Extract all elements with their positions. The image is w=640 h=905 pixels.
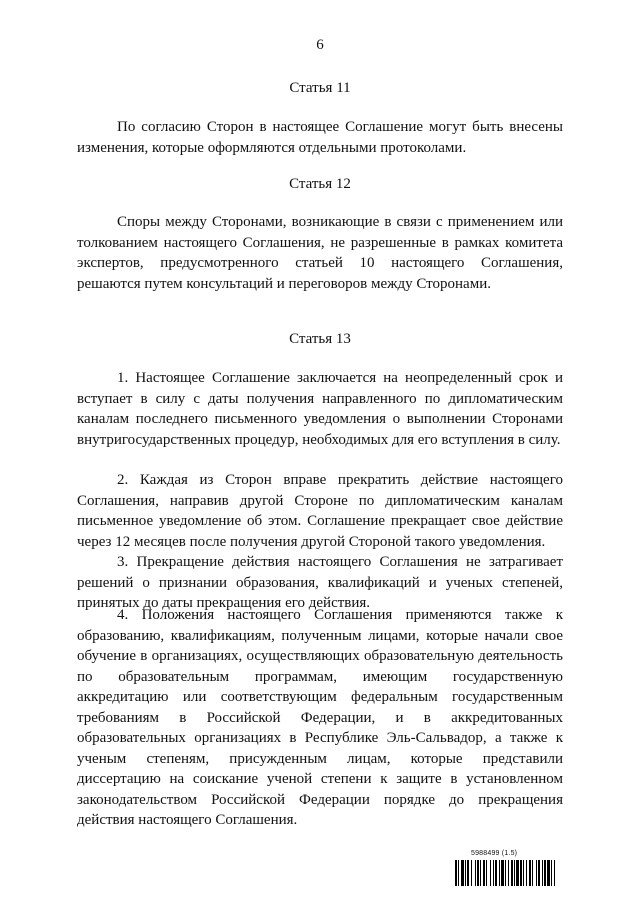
article-13-paragraph-3: 3. Прекращение действия настоящего Соглашения не затрагивает решений о признании образования, квалификаций и ученых степеней, принятых до даты прекращения его действия. [77,554,563,611]
barcode-bar [493,860,494,886]
barcode-bar [483,860,485,886]
barcode-bar [536,860,537,886]
page-number: 6 [316,37,324,53]
barcode-bar [505,860,506,886]
article-13-paragraph-2: 2. Каждая из Сторон вправе прекратить действие настоящего Соглашения, направив другой Стороне по дипломатическим каналам письменное уведомление об этом. Соглашение прекращает свое действие через 12 месяцев после получения другой Стороной такого уведомления. [77,472,563,550]
article-13-heading: Статья 13 [289,331,351,347]
barcode-bar [471,860,472,886]
article-12-paragraph-1: Споры между Сторонами, возникающие в связи с применением или толкованием настоящего Соглашения, не разрешенные в рамках комитета экспертов, предусмотренного статьей 10 настоящего Соглашения, решаются путем консультаций и переговоров между Сторонами. [77,214,563,292]
barcode-bar [480,860,481,886]
barcode-icon [455,860,605,886]
barcode-bar [551,860,552,886]
barcode-block [455,850,605,886]
barcode-bar [495,860,497,886]
article-13-paragraph-4: 4. Положения настоящего Соглашения применяются также к образованию, квалификациям, полученным лицами, которые начали свое обучение в организациях, осуществляющих образовательную деятельность по образовательным программам, имеющим государственную аккредитацию или соответствующим федеральным государственным требованиям в Российской Федерации, и в аккредитованных образовательных организациях в Республике Эль-Сальвадор, а также к ученым степеням, присужденным лицам, которые представили диссертацию на соискание ученой степени к защите в установленном законодательством Российской Федерации порядке до прекращения действия настоящего Соглашения. [77,607,563,828]
barcode-bar [529,860,531,886]
article-11-paragraph-1: По согласию Сторон в настоящее Соглашение могут быть внесены изменения, которые оформляются отдельными протоколами. [77,119,563,156]
barcode-bar [516,860,519,886]
barcode-id: 5988499 (1.5) [471,850,518,857]
barcode-bar [511,860,513,886]
barcode-bar [520,860,522,886]
barcode-bar [455,860,457,886]
barcode-bar [523,860,524,886]
barcode-bar [526,860,527,886]
barcode-bar [490,860,491,886]
barcode-bar [538,860,540,886]
barcode-bar [465,860,466,886]
barcode-bar [514,860,515,886]
barcode-bar [486,860,487,886]
barcode-bar [547,860,550,886]
barcode-bar [501,860,504,886]
barcode-bar [477,860,479,886]
barcode-bar [554,860,555,886]
article-11-heading: Статья 11 [289,80,351,96]
barcode-bar [458,860,459,886]
barcode-bar [461,860,464,886]
barcode-bar [542,860,543,886]
barcode-bar [544,860,546,886]
article-12-heading: Статья 12 [289,176,351,192]
barcode-bar [475,860,476,886]
barcode-bar [499,860,500,886]
barcode-bar [532,860,533,886]
barcode-bar [508,860,509,886]
article-13-paragraph-1: 1. Настоящее Соглашение заключается на неопределенный срок и вступает в силу с даты получения направленного по дипломатическим каналам последнего письменного уведомления о выполнении Сторонами внутригосударственных процедур, необходимых для его вступления в силу. [77,370,563,448]
barcode-bar [467,860,469,886]
